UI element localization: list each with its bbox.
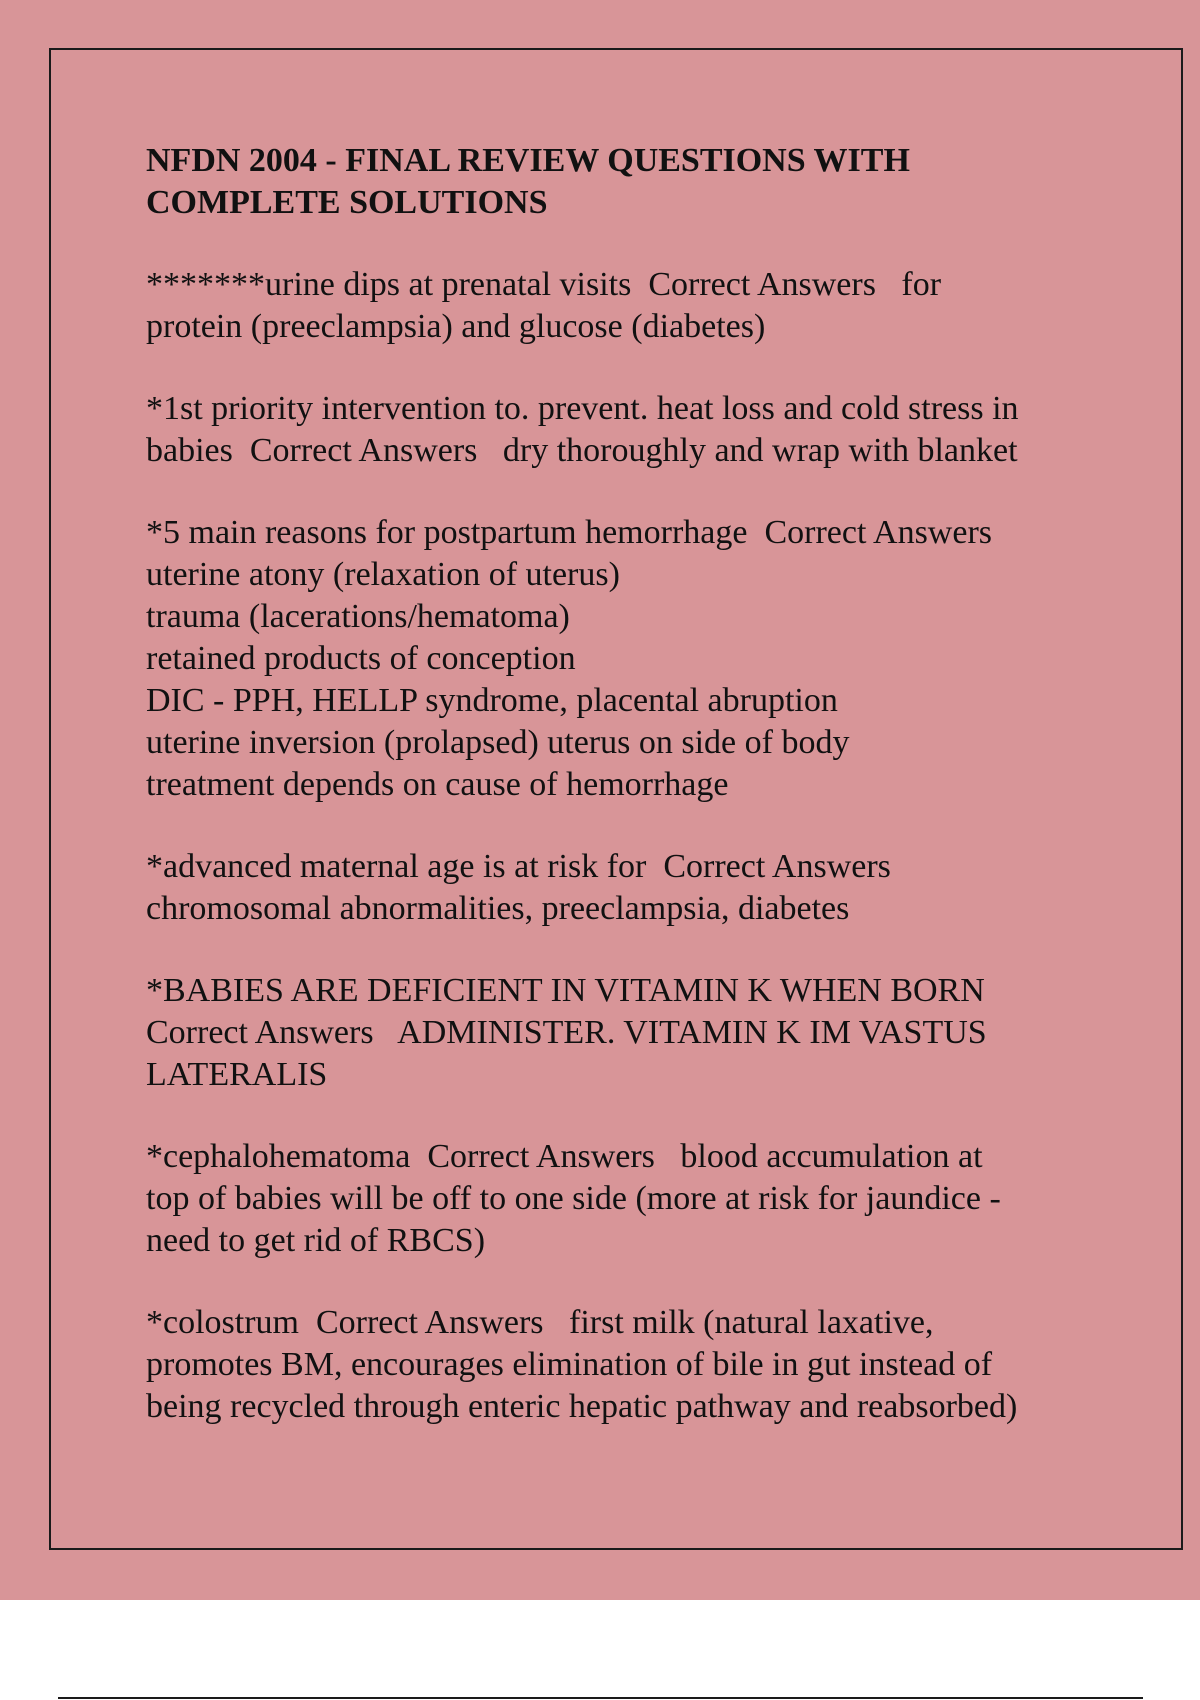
qa-entry	[146, 512, 1086, 806]
qa-entry	[146, 970, 1086, 1096]
footer-divider	[58, 1697, 1143, 1699]
qa-line: *colostrum Correct Answers first milk (natural laxative,	[146, 1304, 934, 1341]
qa-line: *BABIES ARE DEFICIENT IN VITAMIN K WHEN BORN	[146, 972, 985, 1009]
qa-line: *******urine dips at prenatal visits Correct Answers for	[146, 266, 942, 303]
qa-line: uterine inversion (prolapsed) uterus on side of body	[146, 724, 850, 761]
qa-line: uterine atony (relaxation of uterus)	[146, 556, 620, 593]
qa-line: promotes BM, encourages elimination of bile in gut instead of	[146, 1346, 993, 1383]
qa-line: protein (preeclampsia) and glucose (diabetes)	[146, 308, 766, 345]
qa-line: need to get rid of RBCS)	[146, 1222, 486, 1259]
qa-line: DIC - PPH, HELLP syndrome, placental abruption	[146, 682, 838, 719]
qa-entry	[146, 846, 1086, 930]
qa-entry	[146, 1302, 1086, 1428]
qa-line: treatment depends on cause of hemorrhage	[146, 766, 729, 803]
qa-entry	[146, 264, 1086, 348]
qa-line: *cephalohematoma Correct Answers blood accumulation at	[146, 1138, 983, 1175]
qa-line: *advanced maternal age is at risk for Correct Answers	[146, 848, 891, 885]
qa-line: babies Correct Answers dry thoroughly and wrap with blanket	[146, 432, 1018, 469]
qa-entry	[146, 388, 1086, 472]
qa-line: LATERALIS	[146, 1056, 328, 1093]
qa-entry	[146, 1136, 1086, 1262]
qa-line: *5 main reasons for postpartum hemorrhage Correct Answers	[146, 514, 992, 551]
qa-line: retained products of conception	[146, 640, 576, 677]
qa-line: top of babies will be off to one side (more at risk for jaundice -	[146, 1180, 1001, 1217]
qa-line: being recycled through enteric hepatic pathway and reabsorbed)	[146, 1388, 1018, 1425]
qa-line: trauma (lacerations/hematoma)	[146, 598, 570, 635]
document-content	[146, 140, 1086, 1468]
qa-line: *1st priority intervention to. prevent. heat loss and cold stress in	[146, 390, 1019, 427]
qa-line: Correct Answers ADMINISTER. VITAMIN K IM VASTUS	[146, 1014, 987, 1051]
document-title: NFDN 2004 - FINAL REVIEW QUESTIONS WITH COMPLETE SOLUTIONS	[146, 142, 910, 221]
qa-line: chromosomal abnormalities, preeclampsia, diabetes	[146, 890, 850, 927]
